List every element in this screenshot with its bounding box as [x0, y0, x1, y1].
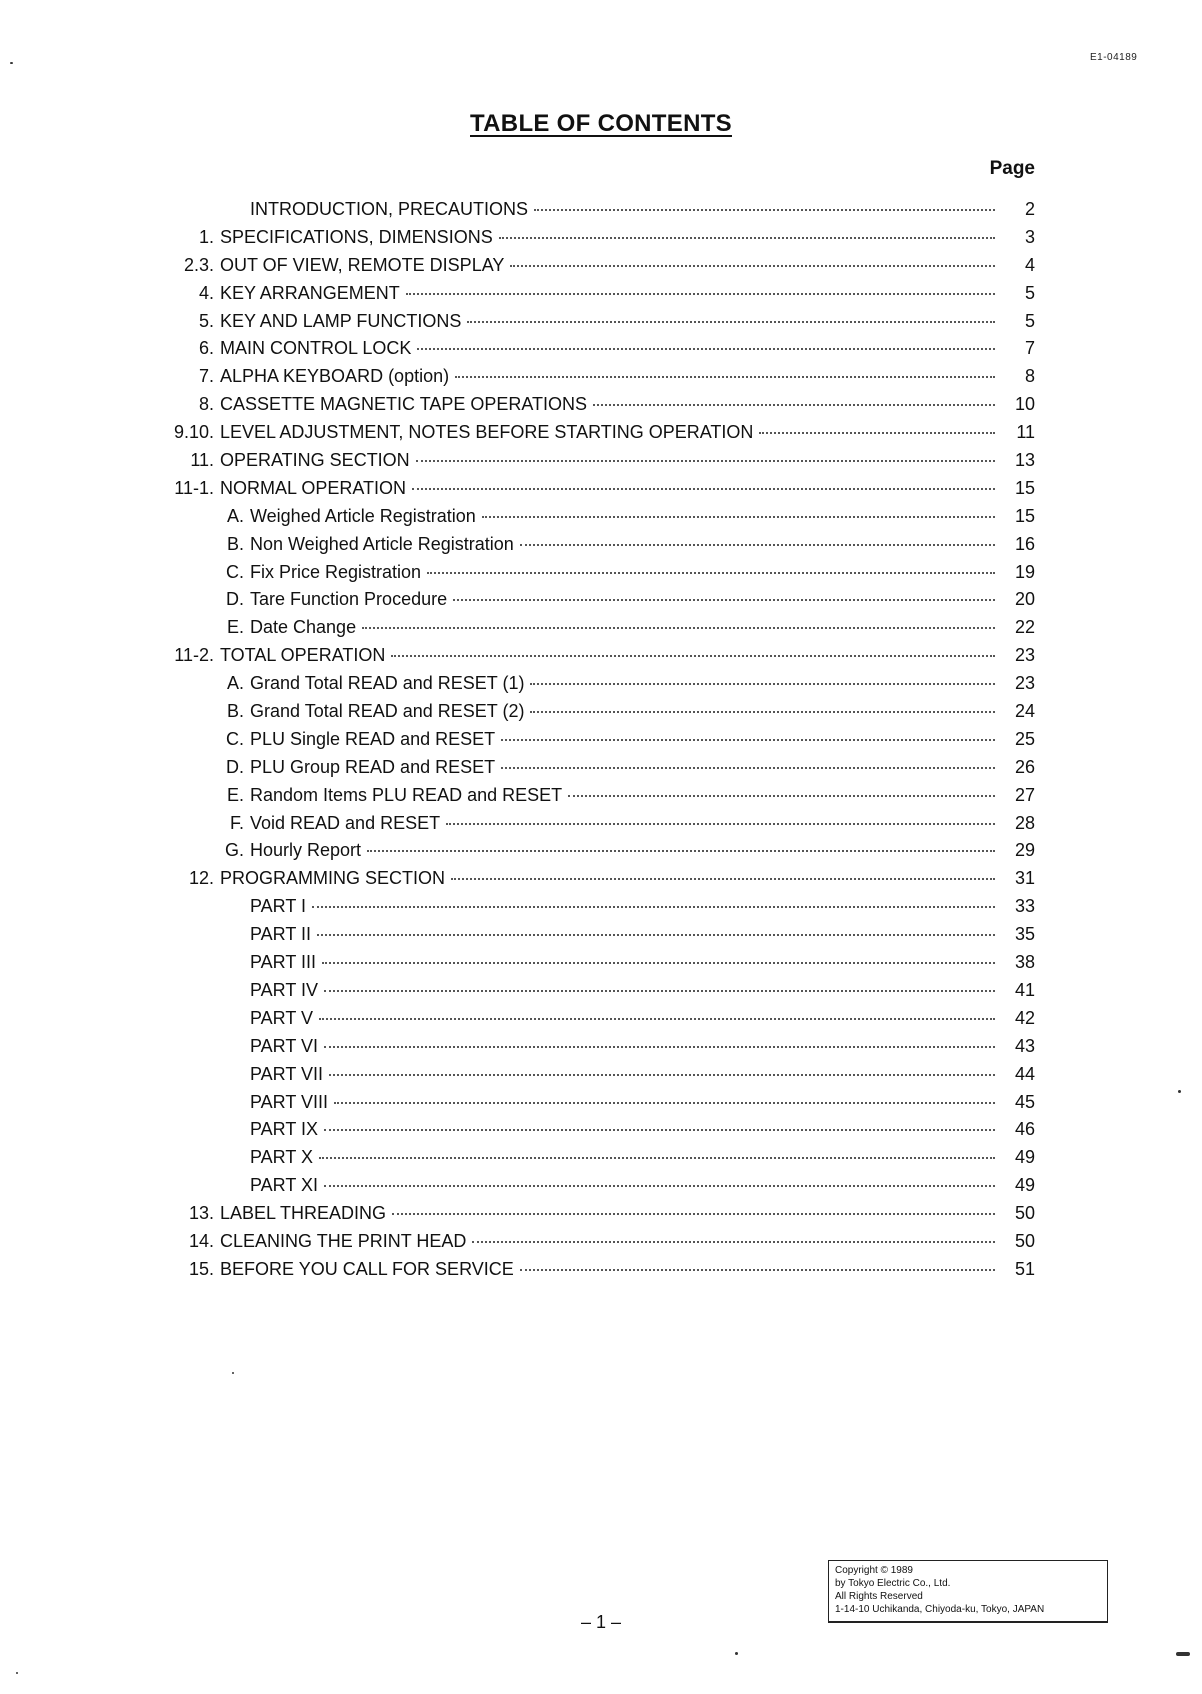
toc-entry-page: 46 — [1014, 1119, 1035, 1140]
toc-entry-number: B. — [226, 701, 244, 722]
toc-entry-title: MAIN CONTROL LOCK — [220, 338, 412, 359]
toc-entry-page: 38 — [1014, 952, 1035, 973]
toc-entry-title: PART VI — [250, 1035, 319, 1056]
toc-entry — [150, 949, 1035, 977]
toc-entry — [150, 1172, 1035, 1200]
copyright-line: 1-14-10 Uchikanda, Chiyoda-ku, Tokyo, JAPAN — [835, 1604, 1045, 1615]
dot-leader — [427, 572, 995, 574]
toc-entry-page: 22 — [1014, 617, 1035, 638]
toc-entry — [150, 280, 1035, 308]
toc-entry-page: 2 — [1024, 199, 1035, 219]
scan-speck — [1176, 1652, 1190, 1656]
dot-leader — [406, 293, 995, 295]
toc-entry-title: Fix Price Registration — [250, 561, 422, 582]
toc-entry — [150, 1089, 1035, 1117]
toc-entry-page: 20 — [1014, 589, 1035, 610]
dot-leader — [501, 767, 995, 769]
toc-entry-number: 11. — [190, 450, 214, 471]
table-of-contents — [150, 196, 1035, 1284]
toc-entry-title: Hourly Report — [250, 840, 362, 861]
dot-leader — [501, 739, 995, 741]
toc-entry — [150, 670, 1035, 698]
toc-entry-number: 12. — [188, 868, 214, 889]
toc-entry-number: D. — [226, 589, 244, 610]
dot-leader — [324, 1129, 995, 1131]
toc-entry-page: 23 — [1014, 645, 1035, 666]
toc-entry-number: A. — [226, 673, 244, 694]
toc-entry — [150, 837, 1035, 865]
scan-speck — [16, 1672, 18, 1674]
toc-entry — [150, 363, 1035, 391]
toc-entry — [150, 1144, 1035, 1172]
scan-speck — [1178, 1090, 1181, 1093]
toc-entry — [150, 1116, 1035, 1144]
toc-entry-number: D. — [226, 756, 244, 777]
toc-entry — [150, 308, 1035, 336]
toc-entry-page: 49 — [1014, 1147, 1035, 1168]
copyright-line: All Rights Reserved — [835, 1591, 923, 1602]
toc-entry-title: OPERATING SECTION — [220, 450, 410, 471]
toc-entry-title: PART XI — [250, 1175, 319, 1196]
dot-leader — [593, 404, 995, 406]
toc-entry-page: 7 — [1024, 338, 1035, 359]
toc-entry — [150, 419, 1035, 447]
page-title: TABLE OF CONTENTS — [470, 110, 732, 137]
toc-entry-title: INTRODUCTION, PRECAUTIONS — [250, 199, 529, 219]
toc-entry-page: 31 — [1014, 868, 1035, 889]
toc-entry-page: 44 — [1014, 1063, 1035, 1084]
toc-entry-page: 24 — [1014, 701, 1035, 722]
toc-entry — [150, 782, 1035, 810]
toc-entry — [150, 893, 1035, 921]
toc-entry-title: PART X — [250, 1147, 314, 1168]
dot-leader — [362, 627, 995, 629]
dot-leader — [499, 237, 995, 239]
toc-entry-title: ALPHA KEYBOARD (option) — [220, 366, 450, 387]
toc-entry-title: PART III — [250, 952, 317, 973]
dot-leader — [451, 878, 995, 880]
dot-leader — [391, 655, 995, 657]
dot-leader — [455, 376, 995, 378]
toc-entry — [150, 1228, 1035, 1256]
dot-leader — [467, 321, 995, 323]
toc-entry-page: 51 — [1014, 1258, 1035, 1279]
toc-entry-title: PART VII — [250, 1063, 324, 1084]
toc-entry-number: 6. — [198, 338, 214, 359]
toc-entry-title: PLU Group READ and RESET — [250, 756, 496, 777]
toc-entry — [150, 614, 1035, 642]
toc-entry-title: CLEANING THE PRINT HEAD — [220, 1230, 467, 1251]
toc-entry-number: C. — [226, 561, 244, 582]
toc-entry — [150, 1256, 1035, 1284]
toc-entry-title: OUT OF VIEW, REMOTE DISPLAY — [220, 254, 505, 275]
toc-entry-page: 19 — [1014, 561, 1035, 582]
toc-entry — [150, 865, 1035, 893]
toc-entry-page: 41 — [1014, 979, 1035, 1000]
dot-leader — [568, 795, 995, 797]
toc-entry-number: 9.10. — [173, 422, 214, 443]
toc-entry-page: 26 — [1014, 756, 1035, 777]
dot-leader — [510, 265, 995, 267]
toc-entry — [150, 1005, 1035, 1033]
dot-leader — [453, 599, 995, 601]
toc-entry-number: G. — [224, 840, 244, 861]
toc-entry-page: 29 — [1014, 840, 1035, 861]
toc-entry — [150, 224, 1035, 252]
dot-leader — [312, 906, 995, 908]
dot-leader — [329, 1074, 995, 1076]
dot-leader — [472, 1241, 995, 1243]
toc-entry-title: SPECIFICATIONS, DIMENSIONS — [220, 226, 493, 247]
toc-entry-title: BEFORE YOU CALL FOR SERVICE — [220, 1258, 514, 1279]
copyright-line: Copyright © 1989 — [835, 1565, 913, 1576]
toc-entry-page: 15 — [1014, 477, 1035, 498]
toc-entry-number: 5. — [198, 310, 214, 331]
toc-entry-page: 49 — [1014, 1175, 1035, 1196]
dot-leader — [324, 1185, 995, 1187]
toc-entry-title: PART I — [250, 896, 307, 917]
toc-entry — [150, 698, 1035, 726]
copyright-line: by Tokyo Electric Co., Ltd. — [835, 1578, 951, 1589]
toc-entry — [150, 921, 1035, 949]
toc-entry — [150, 810, 1035, 838]
toc-entry-page: 10 — [1014, 394, 1035, 415]
toc-entry-title: CASSETTE MAGNETIC TAPE OPERATIONS — [220, 394, 588, 415]
toc-entry-title: KEY AND LAMP FUNCTIONS — [220, 310, 462, 331]
toc-entry-title: Weighed Article Registration — [250, 505, 476, 526]
page-number: – 1 – — [580, 1612, 622, 1632]
toc-entry-title: PART IV — [250, 979, 319, 1000]
toc-entry-page: 15 — [1014, 505, 1035, 526]
dot-leader — [412, 488, 995, 490]
dot-leader — [324, 990, 995, 992]
scan-speck — [232, 1372, 234, 1374]
toc-entry-title: Grand Total READ and RESET (2) — [250, 701, 525, 722]
toc-entry-page: 35 — [1014, 924, 1035, 945]
toc-entry-number: C. — [226, 728, 244, 749]
toc-entry-title: Non Weighed Article Registration — [250, 533, 514, 554]
dot-leader — [446, 823, 995, 825]
copyright-notice — [828, 1560, 1108, 1623]
toc-entry — [150, 503, 1035, 531]
toc-entry-title: Date Change — [250, 617, 357, 638]
dot-leader — [530, 711, 995, 713]
toc-entry-page: 5 — [1024, 282, 1035, 303]
toc-entry — [150, 559, 1035, 587]
toc-entry-title: PART IX — [250, 1119, 319, 1140]
toc-entry-number: 7. — [198, 366, 214, 387]
toc-entry-title: NORMAL OPERATION — [220, 477, 407, 498]
toc-entry-title: PROGRAMMING SECTION — [220, 868, 446, 889]
toc-entry-page: 50 — [1014, 1230, 1035, 1251]
dot-leader — [520, 544, 995, 546]
dot-leader — [324, 1046, 995, 1048]
dot-leader — [319, 1018, 995, 1020]
toc-entry — [150, 726, 1035, 754]
dot-leader — [367, 850, 995, 852]
toc-entry — [150, 1061, 1035, 1089]
toc-entry-page: 33 — [1014, 896, 1035, 917]
toc-entry-title: PART II — [250, 924, 312, 945]
toc-entry-title: PLU Single READ and RESET — [250, 728, 496, 749]
toc-entry-page: 8 — [1024, 366, 1035, 387]
toc-entry-title: Random Items PLU READ and RESET — [250, 784, 563, 805]
toc-entry-page: 4 — [1024, 254, 1035, 275]
toc-entry-page: 42 — [1014, 1007, 1035, 1028]
toc-entry-page: 5 — [1024, 310, 1035, 331]
document-code: E1-04189 — [1090, 52, 1138, 63]
dot-leader — [319, 1157, 995, 1159]
toc-entry-title: LABEL THREADING — [220, 1203, 387, 1224]
toc-entry-page: 43 — [1014, 1035, 1035, 1056]
dot-leader — [520, 1269, 995, 1271]
toc-entry-number: 8. — [198, 394, 214, 415]
toc-entry — [150, 252, 1035, 280]
dot-leader — [322, 962, 995, 964]
toc-entry-number: 4. — [198, 282, 214, 303]
dot-leader — [317, 934, 995, 936]
toc-entry — [150, 1200, 1035, 1228]
toc-entry-page: 25 — [1014, 728, 1035, 749]
toc-entry-page: 11 — [1016, 422, 1035, 443]
toc-entry — [150, 1033, 1035, 1061]
toc-entry-page: 23 — [1014, 673, 1035, 694]
toc-entry-title: PART V — [250, 1007, 314, 1028]
scan-speck — [735, 1652, 738, 1655]
toc-entry-title: PART VIII — [250, 1091, 329, 1112]
toc-entry-page: 27 — [1014, 784, 1035, 805]
dot-leader — [530, 683, 995, 685]
toc-entry — [150, 391, 1035, 419]
toc-entry-title: Tare Function Procedure — [250, 589, 448, 610]
toc-entry — [150, 475, 1035, 503]
toc-entry-title: LEVEL ADJUSTMENT, NOTES BEFORE STARTING OPERATION — [220, 422, 754, 443]
toc-entry — [150, 196, 1035, 224]
toc-entry-page: 3 — [1024, 226, 1035, 247]
toc-entry-number: 1. — [198, 226, 214, 247]
dot-leader — [759, 432, 995, 434]
dot-leader — [416, 460, 995, 462]
toc-entry-page: 16 — [1014, 533, 1035, 554]
toc-entry — [150, 447, 1035, 475]
dot-leader — [534, 209, 995, 211]
toc-entry-number: E. — [226, 617, 244, 638]
toc-entry-number: E. — [226, 784, 244, 805]
toc-entry-page: 50 — [1014, 1203, 1035, 1224]
toc-entry-title: TOTAL OPERATION — [220, 645, 386, 666]
toc-entry-number: F. — [229, 812, 244, 833]
toc-entry — [150, 642, 1035, 670]
toc-entry-page: 45 — [1014, 1091, 1035, 1112]
dot-leader — [482, 516, 995, 518]
toc-entry-number: A. — [226, 505, 244, 526]
toc-entry-page: 13 — [1014, 450, 1035, 471]
toc-entry-title: Grand Total READ and RESET (1) — [250, 673, 525, 694]
dot-leader — [334, 1102, 995, 1104]
toc-entry — [150, 754, 1035, 782]
toc-entry-number: 2.3. — [183, 254, 214, 275]
toc-entry-number: 13. — [188, 1203, 214, 1224]
toc-entry-number: 15. — [188, 1258, 214, 1279]
toc-entry-page: 28 — [1014, 812, 1035, 833]
toc-entry — [150, 531, 1035, 559]
toc-entry-number: 14. — [188, 1230, 214, 1251]
dot-leader — [392, 1213, 995, 1215]
scan-speck — [10, 62, 13, 64]
toc-entry-number: 11-1. — [174, 477, 214, 498]
toc-entry — [150, 335, 1035, 363]
toc-entry-number: 11-2. — [174, 645, 214, 666]
toc-entry — [150, 977, 1035, 1005]
toc-entry-title: KEY ARRANGEMENT — [220, 282, 400, 303]
toc-entry-number: B. — [226, 533, 244, 554]
toc-entry-title: Void READ and RESET — [250, 812, 441, 833]
dot-leader — [417, 348, 995, 350]
page-column-header: Page — [989, 158, 1035, 179]
toc-entry — [150, 586, 1035, 614]
